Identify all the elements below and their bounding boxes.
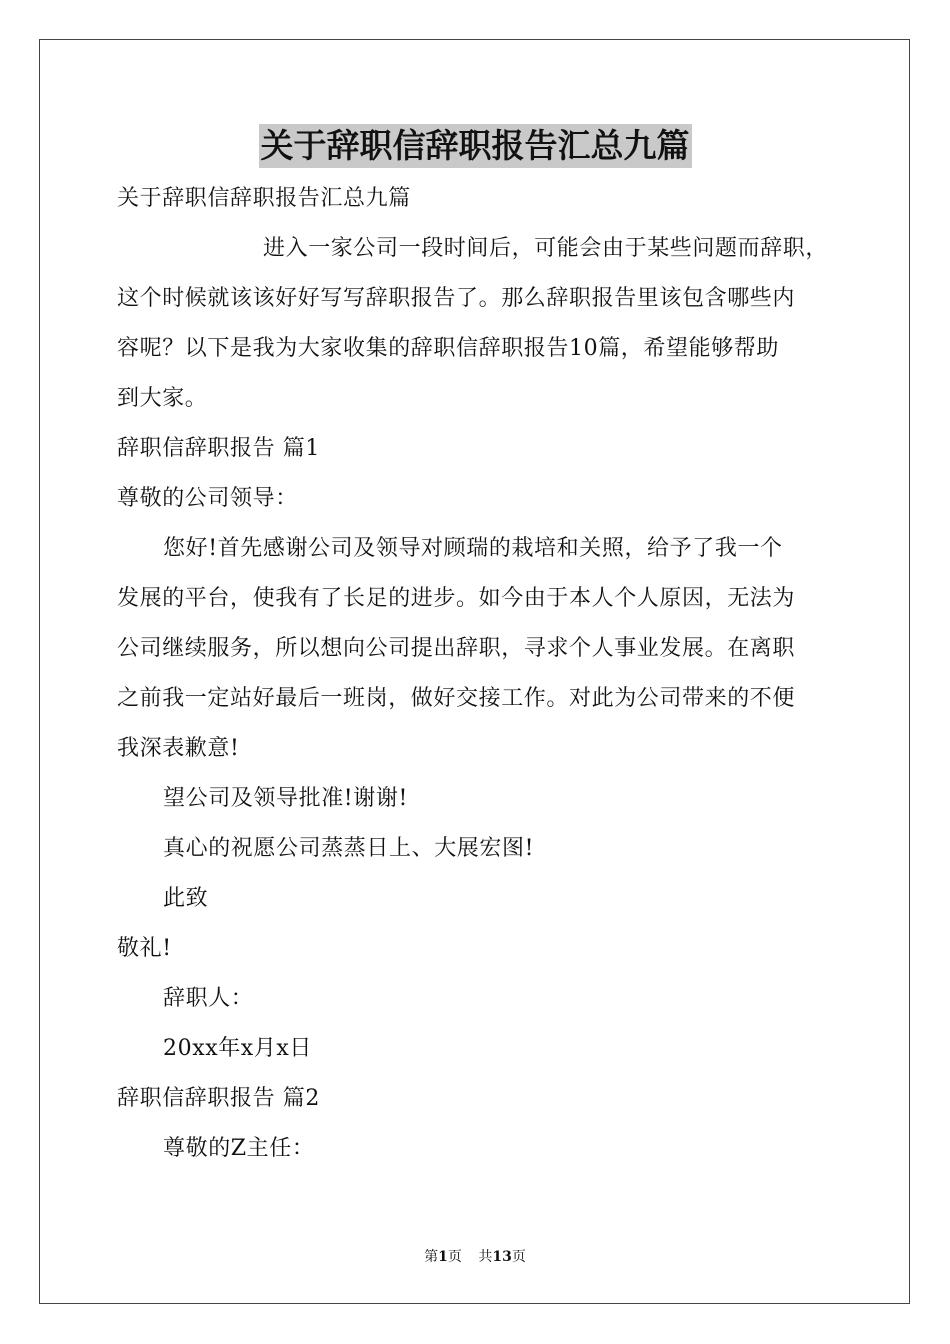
document-title: 关于辞职信辞职报告汇总九篇 [259, 124, 692, 168]
page-prefix: 第 [424, 1249, 439, 1265]
total-number: 13 [492, 1249, 512, 1265]
page-indicator [424, 1249, 462, 1265]
salutation: 尊敬的公司领导： [117, 486, 298, 511]
paragraph-line: 您好!首先感谢公司及领导对顾瑞的栽培和关照，给予了我一个 [163, 536, 783, 561]
paragraph-line: 关于辞职信辞职报告汇总九篇 [117, 186, 411, 211]
closing-line: 此致 [163, 886, 209, 911]
paragraph-line: 我深表歉意! [117, 736, 240, 761]
paragraph-line: 发展的平台，使我有了长足的进步。如今由于本人个人原因，无法为 [117, 586, 796, 611]
closing-line: 敬礼! [117, 936, 172, 961]
page-number: 1 [438, 1249, 448, 1265]
paragraph-line: 进入一家公司一段时间后，可能会由于某些问题而辞职， [263, 236, 829, 261]
document-body [117, 174, 847, 1174]
total-indicator [478, 1249, 525, 1265]
page-suffix: 页 [447, 1249, 462, 1265]
signature-line: 辞职人： [163, 986, 254, 1011]
paragraph-line: 这个时候就该该好好写写辞职报告了。那么辞职报告里该包含哪些内 [117, 286, 796, 311]
paragraph-line: 到大家。 [117, 386, 208, 411]
paragraph-line: 容呢？以下是我为大家收集的辞职信辞职报告10篇，希望能够帮助 [117, 336, 779, 361]
paragraph-line: 真心的祝愿公司蒸蒸日上、大展宏图! [163, 836, 535, 861]
date-line: 20xx年x月x日 [163, 1036, 313, 1061]
page-footer [0, 1248, 950, 1266]
section-heading: 辞职信辞职报告 篇2 [117, 1086, 320, 1111]
title-container [0, 124, 950, 168]
salutation: 尊敬的Z主任： [163, 1136, 315, 1161]
paragraph-line: 望公司及领导批准!谢谢! [163, 786, 408, 811]
section-heading: 辞职信辞职报告 篇1 [117, 436, 320, 461]
paragraph-line: 公司继续服务，所以想向公司提出辞职，寻求个人事业发展。在离职 [117, 636, 796, 661]
total-prefix: 共 [478, 1249, 493, 1265]
paragraph-line: 之前我一定站好最后一班岗，做好交接工作。对此为公司带来的不便 [117, 686, 796, 711]
total-suffix: 页 [511, 1249, 526, 1265]
